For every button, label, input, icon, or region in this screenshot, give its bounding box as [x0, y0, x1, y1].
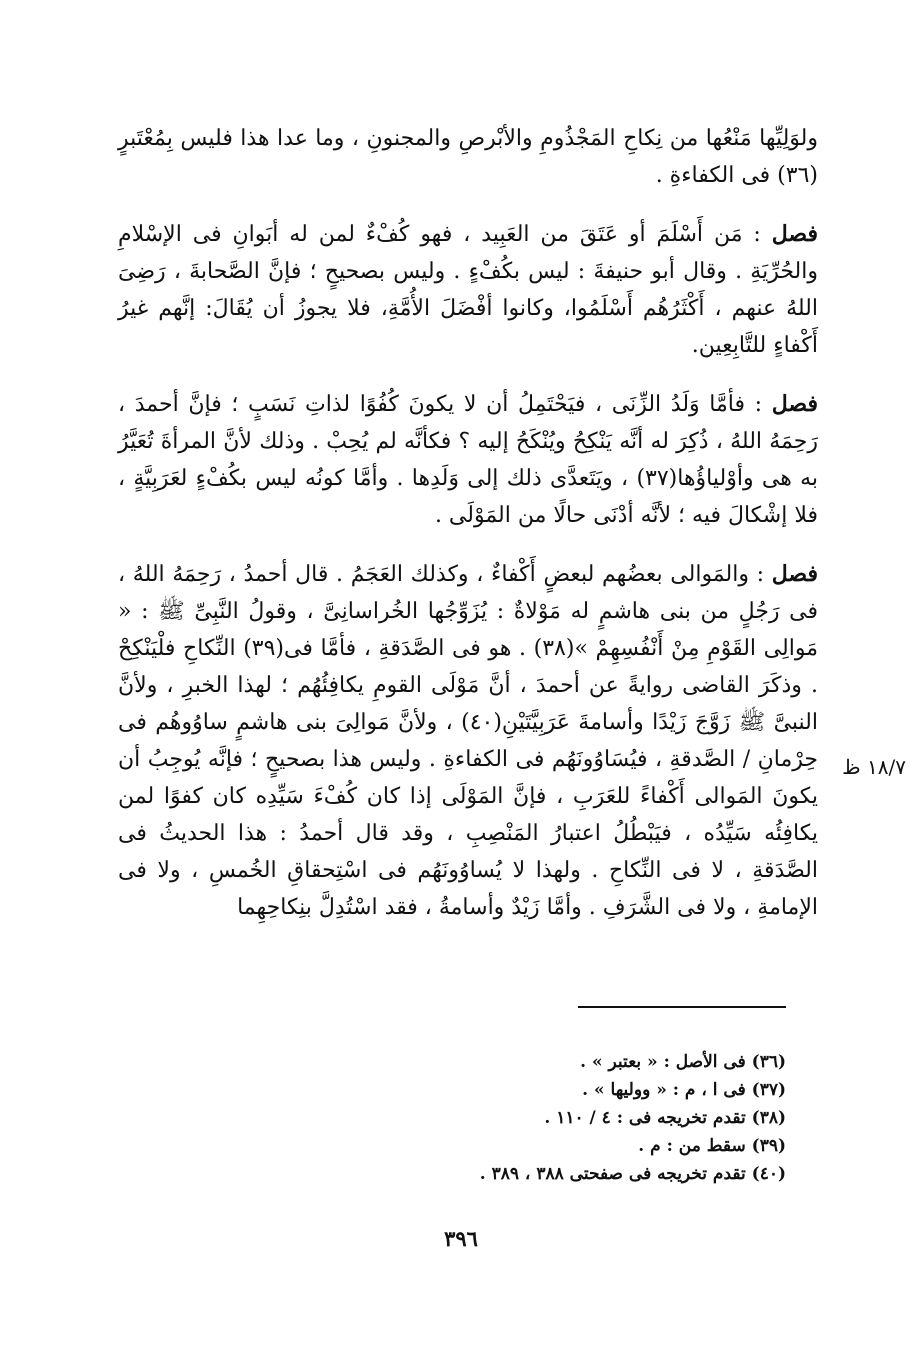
section-heading: فصل [771, 221, 818, 247]
section-heading: فصل [771, 391, 818, 417]
paragraph-text: ولوَلِيِّها مَنْعُها من نِكاحِ المَجْذُومِ والأبْرصِ والمجنونِ ، وما عدا هذا فليس بِمُعْتَبرٍ (٣٦) فى الكفاءةِ . [118, 126, 818, 188]
footnotes [330, 1048, 786, 1188]
paragraph-1 [118, 120, 818, 194]
footnote-39: (٣٩) سقط من : م . [638, 1136, 786, 1156]
paragraph-3 [118, 386, 818, 534]
footnote-divider [578, 1006, 786, 1008]
paragraph-text: : مَن أَسْلَمَ أو عَتَقَ من العَبِيد ، فهو كُفْءٌ لمن له أبَوانِ فى الإسْلامِ والحُرِّيَةِ . وقال أبو حنيفةَ : ليس بكُفْءٍ . وليس بصحيحٍ ؛ فإنَّ الصَّحابةَ ، رَضِىَ اللهُ عنهم ، أَكْثَرُهُم أَسْلَمُوا، وكانوا أفْضَلَ الأُمَّةِ، فلا يجوزُ أن يُقَالَ: إنَّهم غيرُ أَكْفاءٍ للتَّابِعِين. [118, 222, 818, 358]
paragraph-4 [118, 556, 818, 926]
footnote-37: (٣٧) فى ا ، م : « ووليها » . [582, 1080, 786, 1100]
footnote-36: (٣٦) فى الأصل : « بعتبر » . [580, 1052, 786, 1072]
main-text [118, 120, 818, 948]
manuscript-folio-note: ١٨/٧ ظ [842, 755, 906, 779]
footnote-38: (٣٨) تقدم تخريجه فى : ٤ / ١١٠ . [544, 1108, 786, 1128]
paragraph-text: : فأمَّا وَلَدُ الزِّنَى ، فيَحْتَمِلُ أن لا يكونَ كُفُوًا لذاتِ نَسَبٍ ؛ فإنَّ أحمدَ ، رَحِمَهُ اللهُ ، ذُكِرَ له أنَّه يَنْكِحُ ويُنْكَحُ إليه ؟ فكأنَّه لم يُحِبْ . وذلك لأنَّ المرأةَ تُعَيَّرُ به هى وأوْلياؤُها(٣٧) ، ويَتَعدَّى ذلك إلى وَلَدِها . وأمَّا كونُه ليس بكُفْءٍ لعَرَبِيَّةٍ ، فلا إشْكالَ فيه ؛ لأنَّه أدْنَى حالًا من المَوْلَى . [118, 392, 819, 528]
paragraph-text: : والمَوالى بعضُهم لبعضٍ أَكْفاءٌ ، وكذلك العَجَمُ . قال أحمدُ ، رَحِمَهُ اللهُ ، فى رَجُلٍ من بنى هاشمٍ له مَوْلاةٌ : يُزَوِّجُها الخُراسانِىَّ ، وقولُ النَّبِىِّ ﷺ : « مَوالِى القَوْمِ مِنْ أَنْفُسِهِمْ »(٣٨) . هو فى الصَّدَقةِ ، فأمَّا فى(٣٩) النِّكاحِ فلْيَنْكِحْ . وذكَرَ القاضى روايةً عن أحمدَ ، أنَّ مَوْلَى القومِ يكافِئُهُم ؛ لهذا الخبرِ ، ولأنَّ النبىَّ ﷺ زَوَّجَ زَيْدًا وأسامةَ عَرَبِيَّتَيْنِ(٤٠) ، ولأنَّ مَوالِىَ بنى هاشمٍ ساوُوهُم فى حِرْمانِ / الصَّدقةِ ، فيُسَاوُونَهُم فى الكفاءةِ . وليس هذا بصحيحٍ ؛ فإنَّه يُوجِبُ أن يكونَ المَوالى أَكْفاءً للعَرَبِ ، فإنَّ المَوْلَى إذا كان كُفْءَ سَيِّدِه كان كفوًا لمن يكافِئُه سَيِّدُه ، فيَبْطُلُ اعتبارُ المَنْصِبِ ، وقد قال أحمدُ : هذا الحديثُ فى الصَّدَقةِ ، لا فى النِّكاحِ . ولهذا لا يُساوُونَهُم فى اسْتِحقاقِ الخُمسِ ، ولا فى الإمامةِ ، ولا فى الشَّرَفِ . وأمَّا زَيْدٌ وأسامةُ ، فقد اسْتُدِلَّ بنِكاحِهِما [118, 562, 818, 920]
section-heading: فصل [771, 561, 819, 587]
paragraph-2 [118, 216, 818, 364]
page-number: ٣٩٦ [444, 1226, 478, 1251]
footnote-40: (٤٠) تقدم تخريجه فى صفحتى ٣٨٨ ، ٣٨٩ . [479, 1164, 786, 1184]
